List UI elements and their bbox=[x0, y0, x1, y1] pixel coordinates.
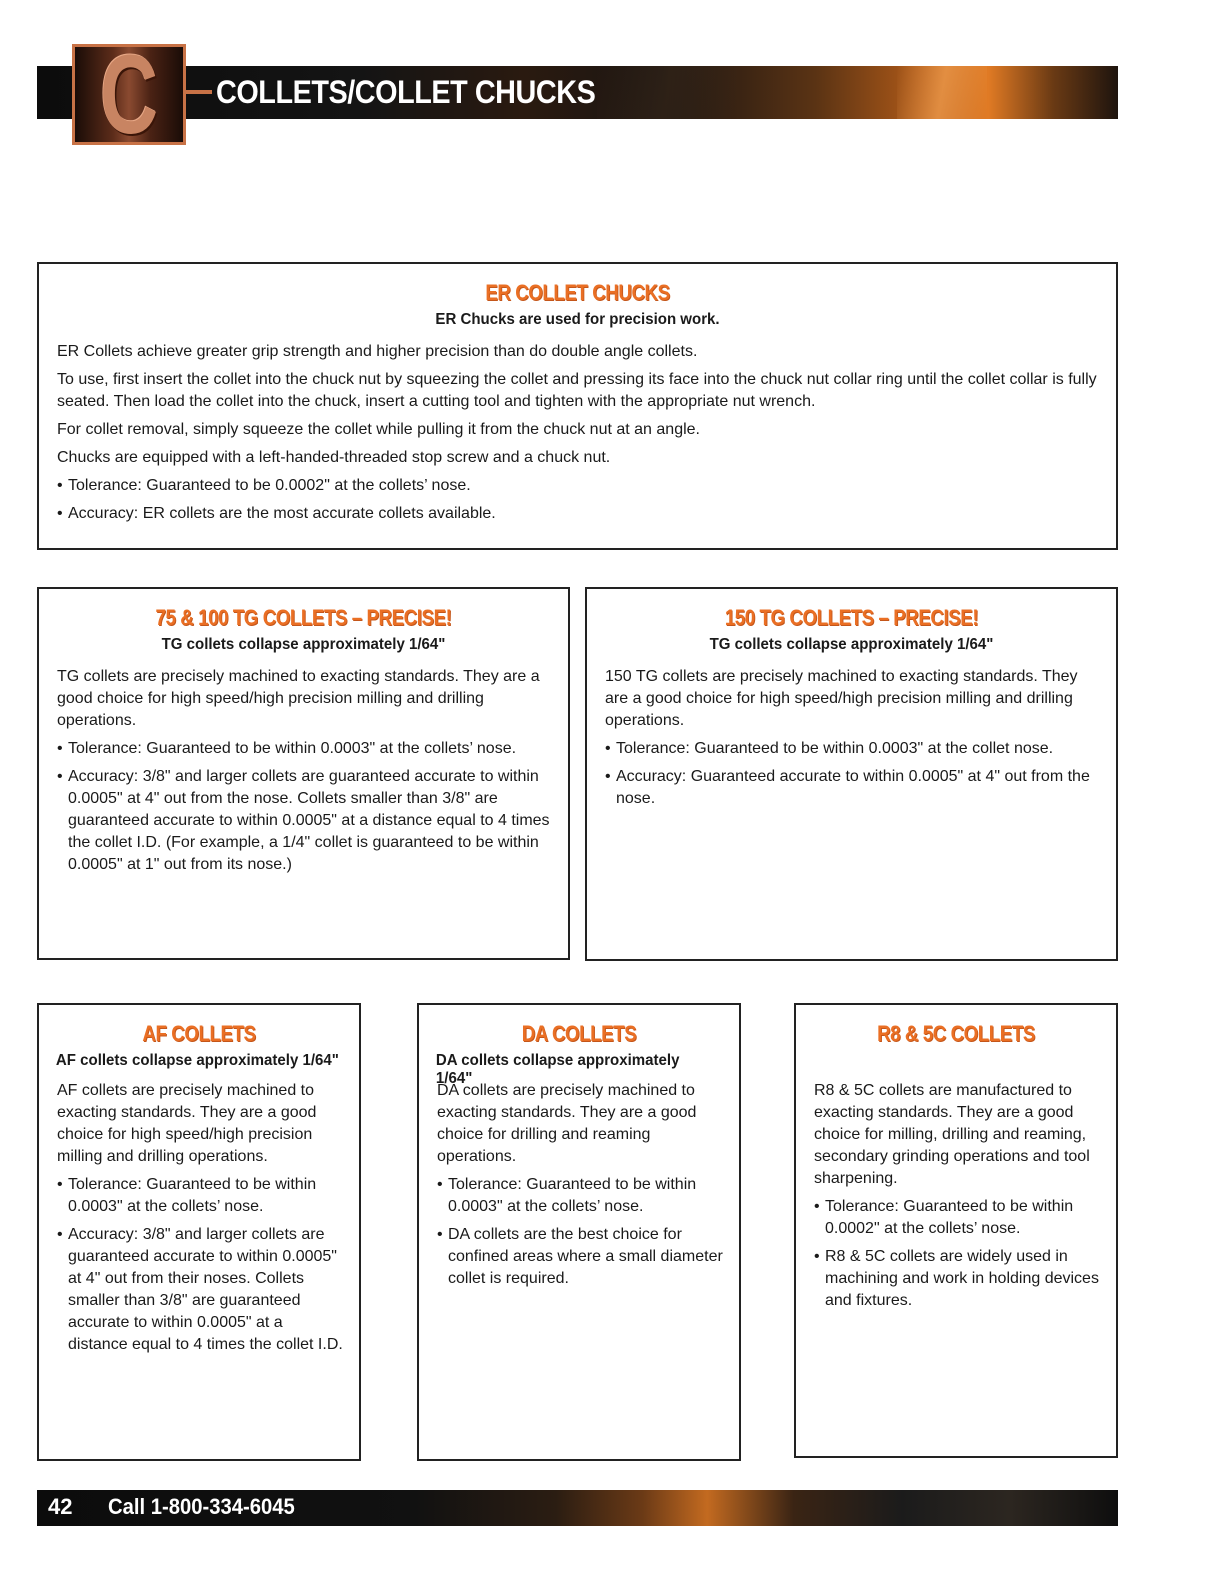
r8-title: R8 & 5C COLLETS bbox=[877, 1021, 1035, 1046]
er-paragraph: Chucks are equipped with a left-handed-threaded stop screw and a chuck nut. bbox=[57, 449, 611, 466]
phone-call-text: Call 1-800-334-6045 bbox=[108, 1494, 295, 1519]
logo-letter: C bbox=[99, 32, 159, 157]
tg150-bullet-accuracy: • Accuracy: Guaranteed accurate to within 0.0005" at 4" out from the nose. bbox=[605, 768, 1090, 807]
er-collet-chucks-box bbox=[37, 262, 1118, 550]
er-title: ER COLLET CHUCKS bbox=[485, 280, 670, 305]
r8-bullet-usage: • R8 & 5C collets are widely used in machining and work in holding devices and fixtures. bbox=[814, 1248, 1099, 1309]
section-logo bbox=[72, 32, 186, 157]
page-number: 42 bbox=[48, 1494, 73, 1519]
er-paragraph: To use, first insert the collet into the chuck nut by squeezing the collet and pressing its face into the chuck nut collar ring until the collet collar is fully seated. Then load the collet into the chuck, insert a cutting tool and tighten with the appropriate nut wrench. bbox=[57, 371, 1097, 410]
af-subtitle: AF collets collapse approximately 1/64" bbox=[55, 1052, 339, 1069]
logo-connector-line bbox=[186, 90, 212, 94]
page-title: COLLETS/COLLET CHUCKS bbox=[216, 74, 596, 110]
er-paragraph: ER Collets achieve greater grip strength and higher precision than do double angle collets. bbox=[57, 343, 698, 360]
af-paragraph: AF collets are precisely machined to exacting standards. They are a good choice for high speed/high precision milling and drilling operations. bbox=[57, 1082, 317, 1165]
af-bullet-accuracy: • Accuracy: 3/8" and larger collets are guaranteed accurate to within 0.0005" at 4" out from their noses. Collets smaller than 3/8" are guaranteed accurate to within 0.0005" at a distance equal to 4 times the collet I.D. bbox=[57, 1226, 343, 1353]
tg75-subtitle: TG collets collapse approximately 1/64" bbox=[161, 636, 446, 653]
er-subtitle: ER Chucks are used for precision work. bbox=[435, 311, 720, 328]
tg75-paragraph: TG collets are precisely machined to exacting standards. They are a good choice for high speed/high precision milling and drilling operations. bbox=[57, 668, 540, 729]
r8-5c-collets-box bbox=[794, 1003, 1118, 1458]
tg75-bullet-accuracy: • Accuracy: 3/8" and larger collets are guaranteed accurate to within 0.0005" at 4" out from the nose. Collets smaller than 3/8" are guaranteed accurate to within 0.0005" at a distance equal to 4 times the collet I.D. (For example, a 1/4" collet is guaranteed to be within 0.0005" at 1" out from its nose.) bbox=[57, 768, 550, 873]
da-collets-box bbox=[417, 1003, 741, 1461]
da-title: DA COLLETS bbox=[521, 1021, 637, 1046]
tg150-title: 150 TG COLLETS – PRECISE! bbox=[724, 605, 979, 630]
r8-paragraph: R8 & 5C collets are manufactured to exacting standards. They are a good choice for milling, drilling and reaming, secondary grinding operations and tool sharpening. bbox=[814, 1082, 1090, 1187]
tg150-paragraph: 150 TG collets are precisely machined to exacting standards. They are a good choice for high speed/high precision milling and drilling operations. bbox=[605, 668, 1078, 729]
tg-150-box bbox=[585, 587, 1118, 961]
tg75-title: 75 & 100 TG COLLETS – PRECISE! bbox=[155, 605, 452, 630]
af-bullet-tolerance: • Tolerance: Guaranteed to be within 0.0003" at the collets’ nose. bbox=[57, 1176, 317, 1215]
er-bullet-tolerance: • Tolerance: Guaranteed to be 0.0002" at the collets’ nose. bbox=[57, 477, 471, 494]
tg-75-100-box bbox=[37, 587, 570, 960]
af-collets-box bbox=[37, 1003, 361, 1461]
af-title: AF COLLETS bbox=[142, 1021, 256, 1046]
r8-bullet-tolerance: • Tolerance: Guaranteed to be within 0.0002" at the collets’ nose. bbox=[814, 1198, 1074, 1237]
er-bullet-accuracy: • Accuracy: ER collets are the most accurate collets available. bbox=[57, 505, 496, 522]
tg75-bullet-tolerance: • Tolerance: Guaranteed to be within 0.0003" at the collets’ nose. bbox=[57, 740, 517, 757]
tg150-subtitle: TG collets collapse approximately 1/64" bbox=[709, 636, 994, 653]
da-paragraph: DA collets are precisely machined to exacting standards. They are a good choice for drilling and reaming operations. bbox=[437, 1082, 697, 1165]
da-bullet-best-choice: • DA collets are the best choice for confined areas where a small diameter collet is required. bbox=[437, 1226, 723, 1287]
da-bullet-tolerance: • Tolerance: Guaranteed to be within 0.0003" at the collets’ nose. bbox=[437, 1176, 697, 1215]
da-subtitle: DA collets collapse approximately 1/64" bbox=[435, 1052, 680, 1087]
er-paragraph: For collet removal, simply squeeze the collet while pulling it from the chuck nut at an angle. bbox=[57, 421, 700, 438]
tg150-bullet-tolerance: • Tolerance: Guaranteed to be within 0.0003" at the collet nose. bbox=[605, 740, 1054, 757]
